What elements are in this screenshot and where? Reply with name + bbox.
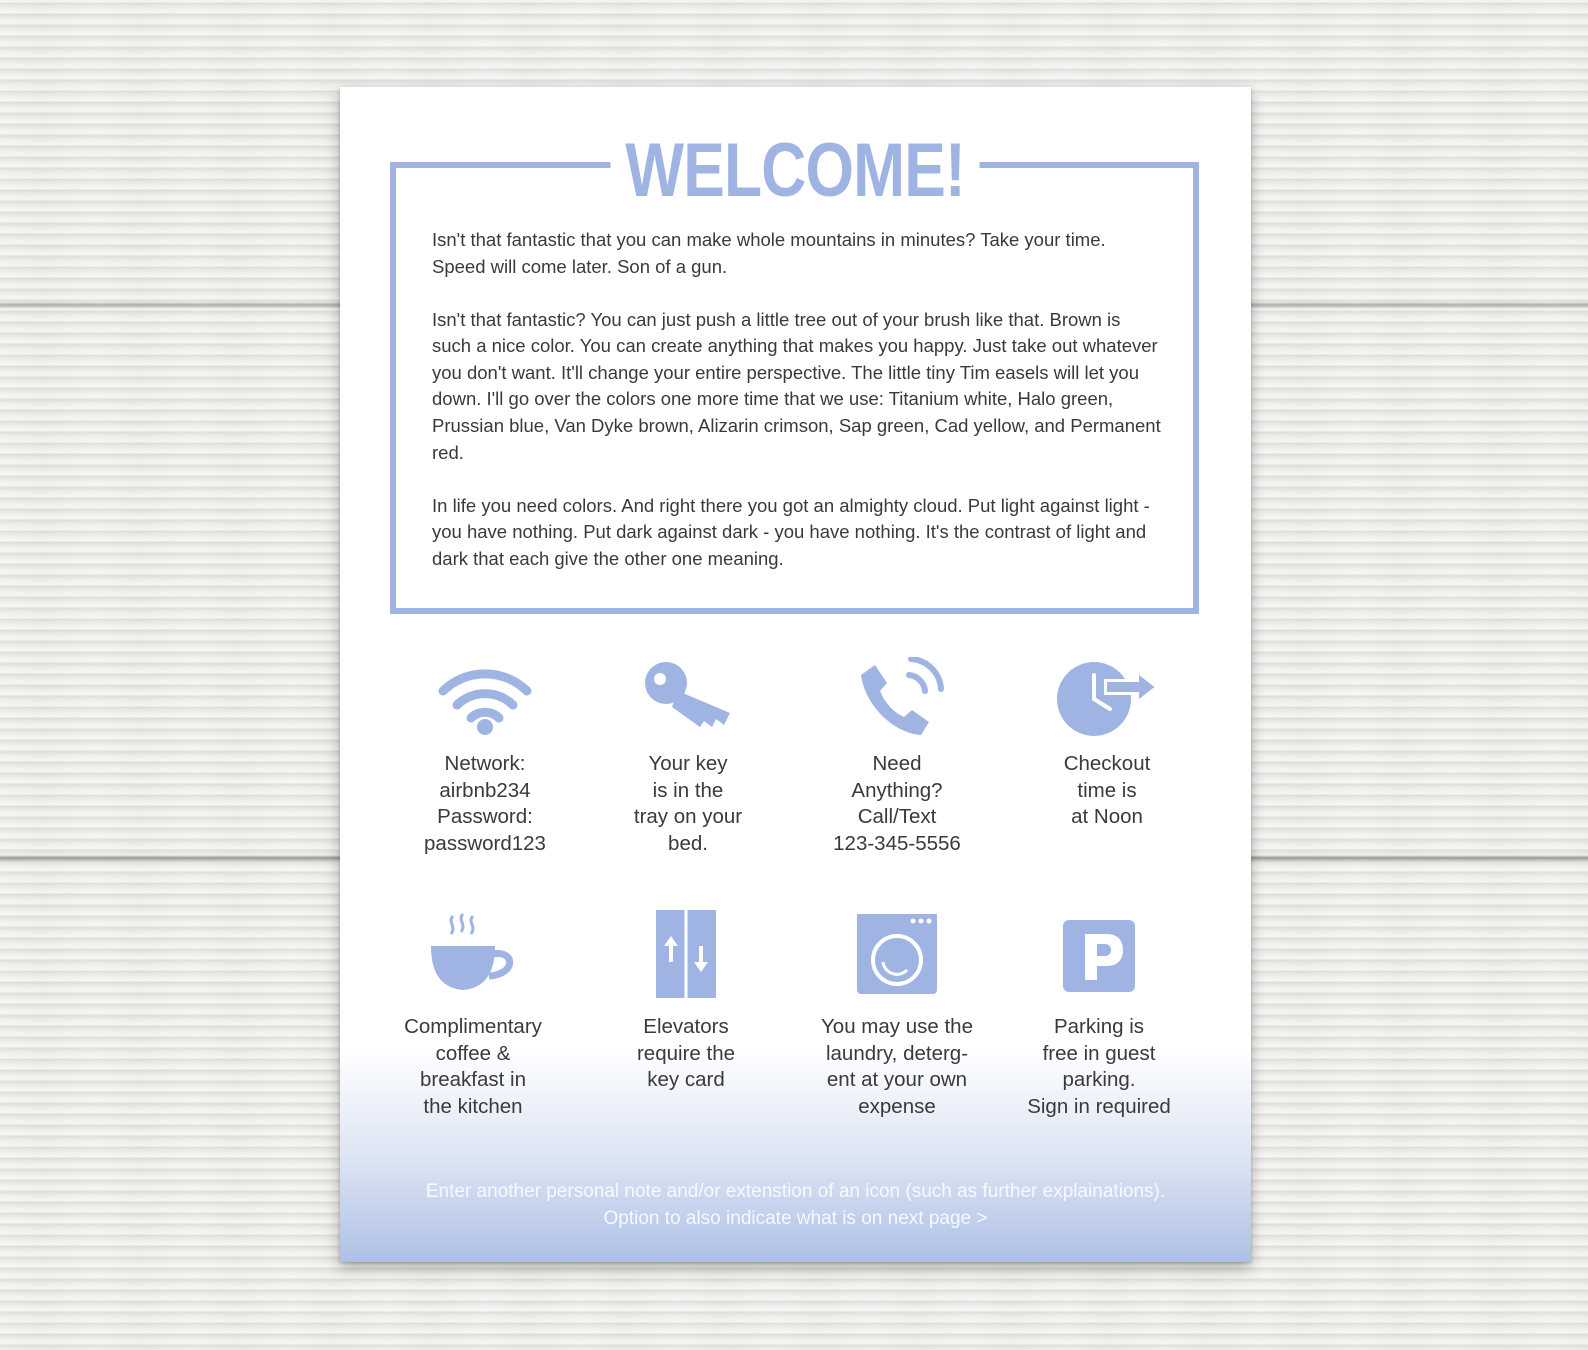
footer-note: Enter another personal note and/or extenstion of an icon (such as further explainations). Option to also indicate what is on next page > xyxy=(425,1181,1166,1229)
elevator-icon xyxy=(636,910,736,1000)
info-item-laundry xyxy=(802,910,992,1120)
coffee-label: Complimentary coffee & breakfast in the kitchen xyxy=(404,1015,542,1118)
welcome-card xyxy=(340,87,1251,1262)
laundry-label: You may use the laundry, deterg- ent at your own expense xyxy=(821,1015,973,1118)
info-item-elevator xyxy=(591,910,781,1094)
checkout-label: Checkout time is at Noon xyxy=(1063,752,1151,829)
welcome-title: WELCOME! xyxy=(611,133,980,209)
intro-paragraph: In life you need colors. And right there you got an almighty cloud. Put light against light - you have nothing. Put dark against dark - you have nothing. It's the contrast of light and dark that each give the other one meaning. xyxy=(432,494,1150,569)
phone-icon xyxy=(847,657,947,737)
info-item-wifi xyxy=(390,657,580,857)
elevator-label: Elevators require the key card xyxy=(636,1015,735,1092)
info-item-checkout xyxy=(1012,657,1202,831)
info-item-parking xyxy=(1004,910,1194,1120)
key-label: Your key is in the tray on your bed. xyxy=(633,752,743,855)
checkout-clock-icon xyxy=(1052,657,1162,737)
intro-text xyxy=(432,227,1162,599)
washing-machine-icon xyxy=(847,910,947,1000)
title-wrap xyxy=(340,128,1251,213)
parking-label: Parking is free in guest parking. Sign in required xyxy=(1027,1015,1171,1118)
intro-paragraph: Isn't that fantastic that you can make whole mountains in minutes? Take your time. Speed will come later. Son of a gun. xyxy=(432,229,1106,277)
key-icon xyxy=(638,657,738,737)
phone-label: Need Anything? Call/Text 123-345-5556 xyxy=(833,752,961,855)
intro-paragraph: Isn't that fantastic? You can just push a little tree out of your brush like that. Brown is such a nice color. You can create anything that makes you happy. Just take out whatever you don't want. It'll change your entire perspective. The little tiny Tim easels will let you down. I'll go over the colors one more time that we use: Titanium white, Halo green, Prussian blue, Van Dyke brown, Alizarin crimson, Sap green, Cad yellow, and Permanent red. xyxy=(432,308,1161,463)
info-item-phone xyxy=(802,657,992,857)
wifi-label: Network: airbnb234 Password: password123 xyxy=(424,752,546,855)
info-item-coffee xyxy=(378,910,568,1120)
wifi-icon xyxy=(435,657,535,737)
parking-icon xyxy=(1049,910,1149,1000)
info-item-key xyxy=(593,657,783,857)
coffee-cup-icon xyxy=(423,910,523,1000)
